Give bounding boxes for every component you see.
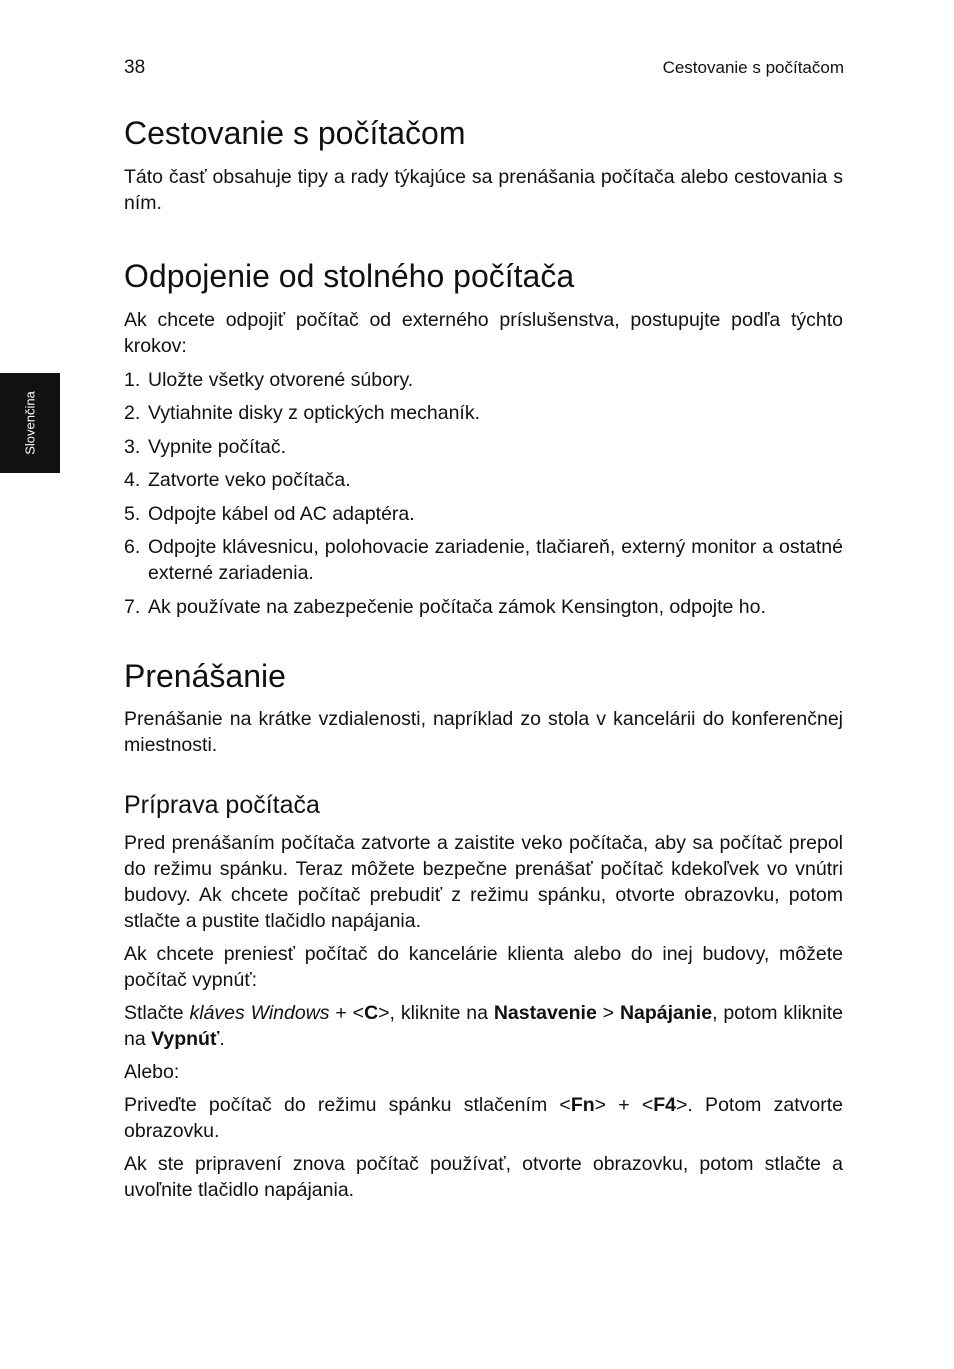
section-title-moving: Prenášanie — [124, 657, 286, 694]
paragraph-sleep-shortcut — [124, 1092, 843, 1144]
list-item — [124, 400, 843, 426]
language-side-tab — [0, 373, 60, 473]
step-number: 6. — [124, 536, 141, 559]
text-run: , potom kliknite na — [124, 1002, 843, 1051]
step-number: 7. — [124, 595, 141, 618]
section-title-travel: Cestovanie s počítačom — [124, 115, 466, 151]
step-number: 4. — [124, 469, 141, 492]
paragraph-or: Alebo: — [124, 1061, 180, 1084]
paragraph-shutdown-instructions — [124, 1000, 843, 1052]
step-text: Ak používate na zabezpečenie počítača zámok Kensington, odpojte ho. — [148, 595, 766, 618]
subsection-title-preparing: Príprava počítača — [124, 791, 320, 820]
shutdown-label: Vypnúť — [151, 1028, 220, 1051]
page-number: 38 — [124, 57, 146, 78]
text-run: Stlačte — [124, 1002, 190, 1025]
step-text: Vytiahnite disky z optických mechaník. — [148, 402, 481, 425]
text-run: + < — [329, 1002, 365, 1025]
key-fn-label: Fn — [570, 1094, 595, 1117]
page-content — [124, 114, 843, 1203]
text-run: >, kliknite na — [378, 1002, 494, 1025]
list-item — [124, 467, 843, 493]
step-number: 1. — [124, 368, 141, 391]
power-label: Napájanie — [619, 1002, 713, 1025]
paragraph-resume: Ak ste pripravení znova počítač používať, otvorte obrazovku, potom stlačte a uvoľnite tlačidlo napájania. — [124, 1153, 843, 1202]
list-item — [124, 501, 843, 527]
paragraph-move-offsite: Ak chcete preniesť počítač do kancelárie klienta alebo do inej budovy, môžete počítač vypnúť: — [124, 943, 843, 992]
step-number: 5. — [124, 502, 141, 525]
text-run: > — [596, 1002, 620, 1025]
language-tab-label: Slovenčina — [22, 391, 38, 455]
step-text: Odpojte kábel od AC adaptéra. — [148, 502, 415, 525]
section-intro-disconnect: Ak chcete odpojiť počítač od externého príslušenstva, postupujte podľa týchto krokov: — [124, 308, 843, 357]
section-title-disconnect: Odpojenie od stolného počítača — [124, 258, 575, 295]
key-f4-label: F4 — [653, 1094, 677, 1117]
settings-label: Nastavenie — [493, 1002, 597, 1025]
text-run: > + < — [594, 1094, 654, 1117]
running-header-title: Cestovanie s počítačom — [662, 58, 844, 77]
step-text: Uložte všetky otvorené súbory. — [148, 368, 414, 391]
section-intro-travel: Táto časť obsahuje tipy a rady týkajúce sa prenášania počítača alebo cestovania s ním. — [124, 166, 843, 215]
section-intro-moving: Prenášanie na krátke vzdialenosti, napríklad zo stola v kancelárii do konferenčnej miestnosti. — [124, 708, 843, 757]
step-number: 3. — [124, 435, 141, 458]
step-text: Zatvorte veko počítača. — [148, 469, 351, 492]
list-item — [124, 594, 843, 620]
text-run: Priveďte počítač do režimu spánku stlačením < — [124, 1094, 571, 1117]
list-item — [124, 534, 843, 586]
list-item — [124, 367, 843, 393]
step-text: Odpojte klávesnicu, polohovacie zariadenie, tlačiareň, externý monitor a ostatné externé zariadenia. — [148, 536, 843, 585]
paragraph-prepare: Pred prenášaním počítača zatvorte a zaistite veko počítača, aby sa počítač prepol do režimu spánku. Teraz môžete bezpečne prenášať počítač kdekoľvek vo vnútri budovy. Ak chcete počítač prebudiť z režimu spánku, otvorte obrazovku, potom stlačte a pustite tlačidlo napájania. — [124, 832, 843, 933]
step-text: Vypnite počítač. — [148, 435, 287, 458]
text-run: >. Potom zatvorte obrazovku. — [124, 1094, 844, 1143]
text-run: . — [219, 1028, 225, 1051]
key-c-label: C — [364, 1002, 379, 1025]
step-number: 2. — [124, 402, 141, 425]
windows-key-label: kláves Windows — [189, 1002, 330, 1025]
disconnect-steps-list — [124, 367, 843, 620]
list-item — [124, 434, 843, 460]
